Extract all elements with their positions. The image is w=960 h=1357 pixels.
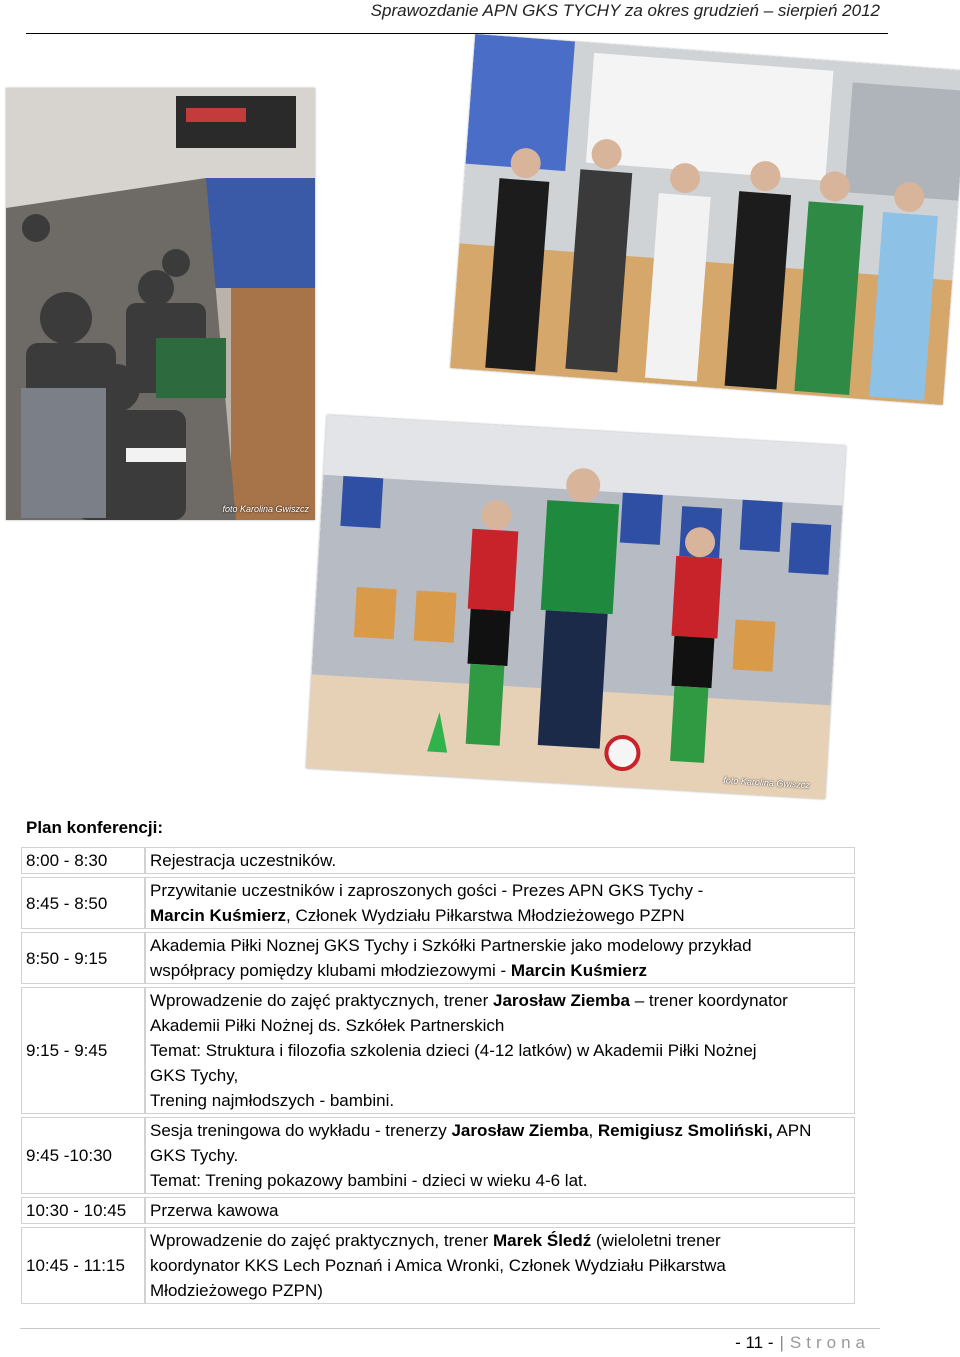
description-text: GKS Tychy. <box>150 1146 239 1165</box>
description-line <box>150 1013 850 1038</box>
schedule-description <box>145 1117 855 1194</box>
conference-schedule-table <box>21 844 855 1307</box>
page-footer <box>20 1328 880 1357</box>
description-line <box>150 878 850 903</box>
schedule-description <box>145 1227 855 1304</box>
description-text: współpracy pomiędzy klubami młodziezowymi - <box>150 961 511 980</box>
description-text: (wieloletni trener <box>591 1231 721 1250</box>
description-text: Przerwa kawowa <box>150 1201 279 1220</box>
photo-audience <box>6 88 315 520</box>
description-text: Rejestracja uczestników. <box>150 851 337 870</box>
description-text: Młodzieżowego PZPN) <box>150 1281 323 1300</box>
schedule-row <box>21 987 855 1114</box>
description-line <box>150 933 850 958</box>
schedule-row <box>21 932 855 984</box>
description-line <box>150 848 850 873</box>
schedule-time: 8:45 - 8:50 <box>21 877 145 929</box>
description-line <box>150 1088 850 1113</box>
schedule-row <box>21 877 855 929</box>
schedule-time: 9:45 -10:30 <box>21 1117 145 1194</box>
photo-training <box>306 415 846 799</box>
description-line <box>150 1038 850 1063</box>
description-text: – trener koordynator <box>630 991 788 1010</box>
schedule-time: 9:15 - 9:45 <box>21 987 145 1114</box>
description-text: APN <box>772 1121 812 1140</box>
plan-title: Plan konferencji: <box>26 818 163 837</box>
schedule-time: 10:45 - 11:15 <box>21 1227 145 1304</box>
schedule-row <box>21 1227 855 1304</box>
description-line <box>150 988 850 1013</box>
photo-credit: foto Karolina Gwiszcz <box>222 504 309 514</box>
schedule-time: 8:00 - 8:30 <box>21 847 145 874</box>
description-line <box>150 1143 850 1168</box>
schedule-row <box>21 1117 855 1194</box>
speaker-name: Jarosław Ziemba <box>451 1121 589 1140</box>
description-text: koordynator KKS Lech Poznań i Amica Wronki, Członek Wydziału Piłkarstwa <box>150 1256 726 1275</box>
description-line <box>150 1168 850 1193</box>
training-illustration <box>306 415 846 799</box>
description-text: Akademii Piłki Nożnej ds. Szkółek Partnerskich <box>150 1016 505 1035</box>
footer-label: Strona <box>789 1333 870 1352</box>
schedule-description <box>145 1197 855 1224</box>
speaker-name: Marcin Kuśmierz <box>510 961 647 980</box>
schedule-description <box>145 932 855 984</box>
description-text: Wprowadzenie do zajęć praktycznych, trener <box>150 1231 493 1250</box>
speaker-name: Remigiusz Smoliński, <box>597 1121 773 1140</box>
description-line <box>150 1063 850 1088</box>
photo-award-group <box>450 34 960 405</box>
page-header <box>26 0 888 34</box>
speaker-name: Marcin Kuśmierz <box>150 906 287 925</box>
photo-credit: foto Karolina Gwiszcz <box>723 775 811 791</box>
page-number-block <box>735 1333 870 1353</box>
description-line <box>150 1253 850 1278</box>
description-text: Temat: Trening pokazowy bambini - dzieci w wieku 4-6 lat. <box>150 1171 588 1190</box>
schedule-description <box>145 847 855 874</box>
description-text: Temat: Struktura i filozofia szkolenia dzieci (4-12 latków) w Akademii Piłki Nożnej <box>150 1041 757 1060</box>
audience-illustration <box>6 88 315 520</box>
description-text: Wprowadzenie do zajęć praktycznych, trener <box>150 991 493 1010</box>
description-text: Akademia Piłki Noznej GKS Tychy i Szkółki Partnerskie jako modelowy przykład <box>150 936 752 955</box>
schedule-row <box>21 1197 855 1224</box>
award-group-illustration <box>450 34 960 405</box>
schedule-time: 8:50 - 9:15 <box>21 932 145 984</box>
schedule-description <box>145 987 855 1114</box>
description-text: Przywitanie uczestników i zaproszonych gości - Prezes APN GKS Tychy - <box>150 881 704 900</box>
page-number: - 11 - <box>735 1333 774 1352</box>
footer-separator: | <box>779 1333 784 1352</box>
schedule-row <box>21 847 855 874</box>
schedule-time: 10:30 - 10:45 <box>21 1197 145 1224</box>
description-line <box>150 958 850 983</box>
description-line <box>150 1118 850 1143</box>
description-line <box>150 1198 850 1223</box>
description-text: GKS Tychy, <box>150 1066 239 1085</box>
description-line <box>150 1278 850 1303</box>
header-title: Sprawozdanie APN GKS TYCHY za okres grudzień – sierpień 2012 <box>370 1 880 20</box>
description-line <box>150 903 850 928</box>
speaker-name: Marek Śledź <box>493 1231 592 1250</box>
description-text: , <box>588 1121 598 1140</box>
description-text: Sesja treningowa do wykładu - trenerzy <box>150 1121 452 1140</box>
description-text: , Członek Wydziału Piłkarstwa Młodzieżowego PZPN <box>286 906 685 925</box>
schedule-description <box>145 877 855 929</box>
speaker-name: Jarosław Ziemba <box>493 991 631 1010</box>
description-line <box>150 1228 850 1253</box>
description-text: Trening najmłodszych - bambini. <box>150 1091 395 1110</box>
